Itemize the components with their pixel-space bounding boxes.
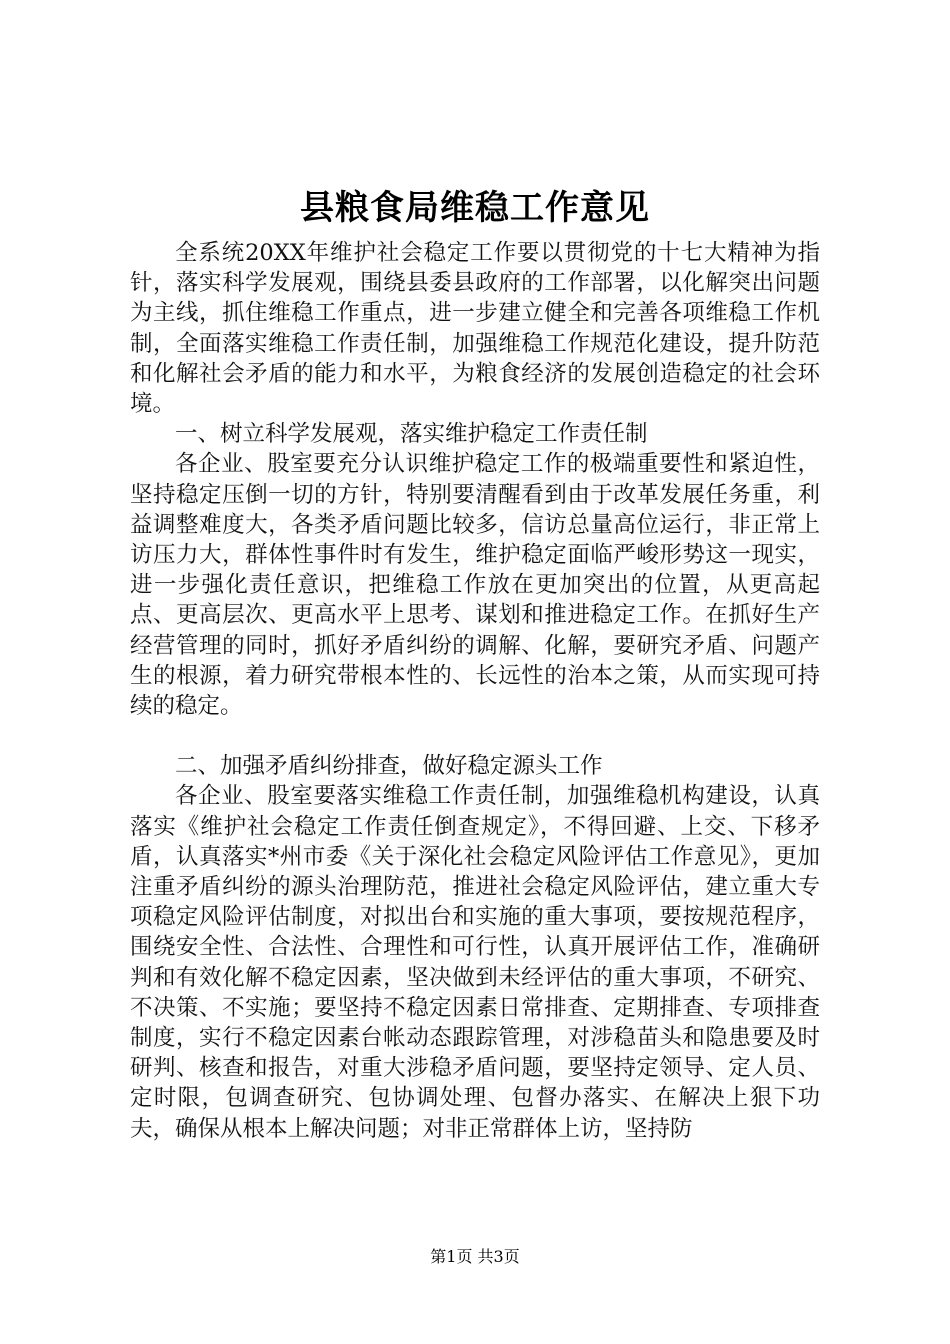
- paragraph-section-1: 各企业、股室要充分认识维护稳定工作的极端重要性和紧迫性，坚持稳定压倒一切的方针，特别要清醒看到由于改革发展任务重，利益调整难度大，各类矛盾问题比较多，信访总量高位运行，非正常上访压力大，群体性事件时有发生，维护稳定面临严峻形势这一现实，进一步强化责任意识，把维稳工作放在更加突出的位置，从更高起点、更高层次、更高水平上思考、谋划和推进稳定工作。在抓好生产经营管理的同时，抓好矛盾纠纷的调解、化解，要研究矛盾、问题产生的根源，着力研究带根本性的、长远性的治本之策，从而实现可持续的稳定。: [130, 451, 820, 720]
- page-footer: 第1页 共3页: [430, 1247, 520, 1266]
- section-heading-1: 一、树立科学发展观，落实维护稳定工作责任制: [175, 421, 648, 448]
- section-heading-2: 二、加强矛盾纠纷排查，做好稳定源头工作: [175, 753, 603, 780]
- paragraph-section-2: 各企业、股室要落实维稳工作责任制，加强维稳机构建设，认真落实《维护社会稳定工作责任倒查规定》，不得回避、上交、下移矛盾，认真落实*州市委《关于深化社会稳定风险评估工作意见》，更加注重矛盾纠纷的源头治理防范，推进社会稳定风险评估，建立重大专项稳定风险评估制度，对拟出台和实施的重大事项，要按规范程序，围绕安全性、合法性、合理性和可行性，认真开展评估工作，准确研判和有效化解不稳定因素，坚决做到未经评估的重大事项，不研究、不决策、不实施；要坚持不稳定因素日常排查、定期排查、专项排查制度，实行不稳定因素台帐动态跟踪管理，对涉稳苗头和隐患要及时研判、核查和报告，对重大涉稳矛盾问题，要坚持定领导、定人员、定时限，包调查研究、包协调处理、包督办落实、在解决上狠下功夫，确保从根本上解决问题；对非正常群体上访，坚持防: [130, 783, 820, 1142]
- document-body: [130, 238, 820, 1144]
- document-title: 县粮食局维稳工作意见: [300, 188, 650, 228]
- paragraph-intro: 全系统20XX年维护社会稳定工作要以贯彻党的十七大精神为指针，落实科学发展观，围绕县委县政府的工作部署，以化解突出问题为主线，抓住维稳工作重点，进一步建立健全和完善各项维稳工作机制，全面落实维稳工作责任制，加强维稳工作规范化建设，提升防范和化解社会矛盾的能力和水平，为粮食经济的发展创造稳定的社会环境。: [130, 240, 820, 418]
